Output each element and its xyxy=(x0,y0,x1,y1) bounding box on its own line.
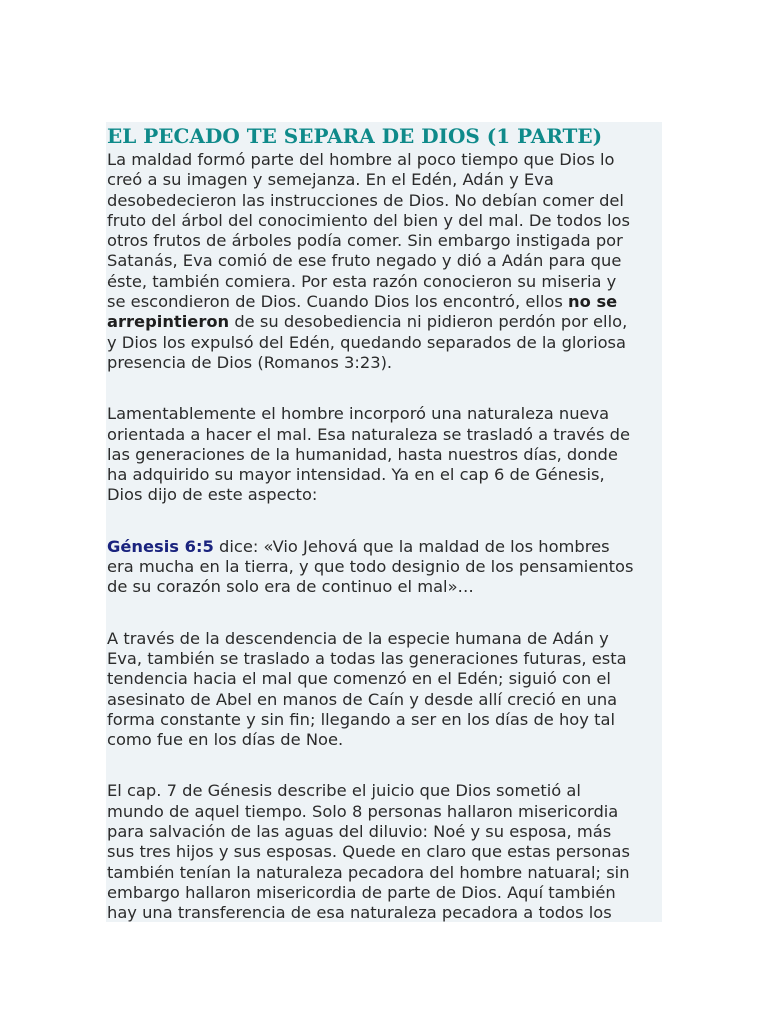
text-line: fruto del árbol del conocimiento del bien y del mal. De todos los xyxy=(107,210,630,230)
text-line: sus tres hijos y sus esposas. Quede en claro que estas personas xyxy=(107,842,630,862)
text-line: era mucha en la tierra, y que todo designio de los pensamientos xyxy=(107,557,634,577)
paragraph-2 xyxy=(106,404,662,505)
text-line: A través de la descendencia de la especie humana de Adán y xyxy=(107,628,609,648)
text-line: forma constante y sin fin; llegando a ser en los días de hoy tal xyxy=(107,709,615,729)
text-line: Satanás, Eva comió de ese fruto negado y dió a Adán para que xyxy=(107,251,622,271)
paragraph-1 xyxy=(106,150,662,373)
text-line: ha adquirido su mayor intensidad. Ya en el cap 6 de Génesis, xyxy=(107,465,605,485)
text-line: hay una transferencia de esa naturaleza pecadora a todos los xyxy=(107,903,612,922)
text-line: también tenían la naturaleza pecadora del hombre natuaral; sin xyxy=(107,862,630,882)
scripture-reference: Génesis 6:5 xyxy=(107,536,214,556)
text-line xyxy=(107,292,662,312)
paragraph-4 xyxy=(106,629,662,751)
emphasis-text: arrepintieron xyxy=(107,312,230,332)
emphasis-text: no se xyxy=(568,292,618,312)
article-body xyxy=(106,122,662,922)
text-line: éste, también comiera. Por esta razón conocieron su miseria y xyxy=(107,271,617,291)
article-title: EL PECADO TE SEPARA DE DIOS (1 PARTE) xyxy=(107,124,603,148)
text-line: mundo de aquel tiempo. Solo 8 personas hallaron misericordia xyxy=(107,801,619,821)
text-line: como fue en los días de Noe. xyxy=(107,730,344,750)
text-line: El cap. 7 de Génesis describe el juicio que Dios sometió al xyxy=(107,781,581,801)
paragraph-3 xyxy=(106,537,662,598)
text-fragment: dice: «Vio Jehová que la maldad de los hombres xyxy=(213,536,610,556)
paragraph-spacer xyxy=(106,750,662,781)
text-line: para salvación de las aguas del diluvio: Noé y su esposa, más xyxy=(107,822,612,842)
text-line: de su corazón solo era de continuo el mal»… xyxy=(107,577,474,597)
text-line: las generaciones de la humanidad, hasta nuestros días, donde xyxy=(107,444,618,464)
text-line xyxy=(107,312,662,332)
text-line xyxy=(107,537,662,557)
text-line: embargo hallaron misericordia de parte de Dios. Aquí también xyxy=(107,882,616,902)
text-line: Lamentablemente el hombre incorporó una naturaleza nueva xyxy=(107,404,610,424)
text-line: orientada a hacer el mal. Esa naturaleza se trasladó a través de xyxy=(107,424,630,444)
text-line: y Dios los expulsó del Edén, quedando separados de la gloriosa xyxy=(107,332,627,352)
text-line: tendencia hacia el mal que comenzó en el Edén; siguió con el xyxy=(107,669,611,689)
text-line: Dios dijo de este aspecto: xyxy=(107,485,318,505)
text-line: Eva, también se traslado a todas las generaciones futuras, esta xyxy=(107,648,627,668)
text-line: desobedecieron las instrucciones de Dios. No debían comer del xyxy=(107,190,624,210)
paragraph-5 xyxy=(106,781,662,922)
text-line: asesinato de Abel en manos de Caín y desde allí creció en una xyxy=(107,689,618,709)
text-fragment: se escondieron de Dios. Cuando Dios los encontró, ellos xyxy=(107,292,569,312)
text-line: presencia de Dios (Romanos 3:23). xyxy=(107,352,393,372)
text-line: La maldad formó parte del hombre al poco tiempo que Dios lo xyxy=(107,150,615,169)
text-line: otros frutos de árboles podía comer. Sin embargo instigada por xyxy=(107,231,623,251)
paragraph-spacer xyxy=(106,506,662,537)
paragraph-spacer xyxy=(106,373,662,404)
text-fragment: de su desobediencia ni pidieron perdón por ello, xyxy=(229,312,628,332)
text-line: creó a su imagen y semejanza. En el Edén, Adán y Eva xyxy=(107,170,554,190)
paragraph-spacer xyxy=(106,598,662,629)
